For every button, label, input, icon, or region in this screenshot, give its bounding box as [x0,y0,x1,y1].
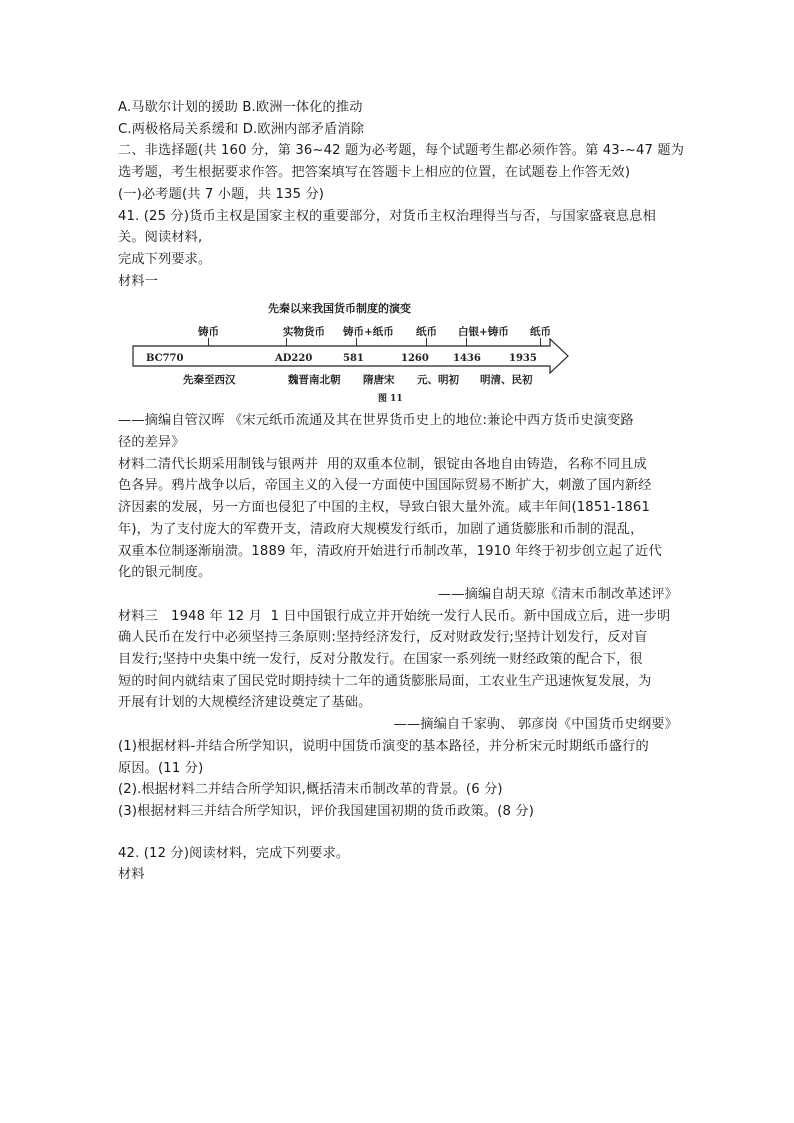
timeline-top-label: 铸币 [198,326,219,339]
section-instructions: 选考题，考生根据要求作答。把答案填写在答题卡上相应的位置，在试题卷上作答无效) [118,165,631,181]
material-3-text: 确人民币在发行中必须坚持三条原则:坚持经济发行，反对财政发行;坚持计划发行，反对盲 [118,630,648,646]
timeline-year: 1260 [401,353,429,365]
section-heading: 二、非选择题(共 160 分，第 36~42 题为必考题，每个试题考生都必须作答。第 43-~47 题为 [118,143,685,159]
material-3-text: 材料三 1948 年 12 月 1 日中国银行成立并开始统一发行人民币。新中国成立后，进一步明 [118,608,671,624]
material-2-text: 化的银元制度。 [118,565,212,581]
option-ab: A.马歇尔计划的援助 B.欧洲一体化的推动 [118,100,363,115]
timeline-period: 明清、民初 [480,374,533,387]
timeline-period: 魏晋南北朝 [288,374,341,387]
material-3-source: ——摘编自千家驹、 郭彦岗《中国货币史纲要》 [393,717,678,733]
option-cd: C.两极格局关系缓和 D.欧洲内部矛盾消除 [118,121,365,137]
timeline-top-label: 铸币+纸币 [343,326,394,339]
exam-page [118,97,685,886]
question-41-instruction: 完成下列要求。 [118,251,212,267]
question-41-1-cont: 原因。(11 分) [118,760,204,776]
timeline-tick [356,338,357,346]
material-2-text: 济因素的发展，另一方面也侵犯了中国的主权，导致白银大量外流。咸丰年间(1851-1861 [118,500,650,516]
timeline-year: AD220 [275,353,313,365]
figure-caption: 图 11 [378,394,403,405]
question-42-stem: 42. (12 分)阅读材料，完成下列要求。 [118,845,350,861]
timeline-title: 先秦以来我国货币制度的演变 [268,302,411,316]
material-1-source: ——摘编自管汉晖 《宋元纸币流通及其在世界货币史上的地位:兼论中西方货币史演变路 [118,413,634,429]
timeline-tick [426,338,427,346]
material-2-text: 材料二清代长期采用制钱与银两并 用的双重本位制，银锭由各地自由铸造，名称不同且成 [118,456,647,472]
timeline-top-label: 白银+铸币 [458,326,509,339]
timeline-top-label: 纸币 [530,326,551,339]
question-41-stem-cont: 关。阅读材料, [118,230,203,246]
currency-timeline-figure [118,300,678,406]
timeline-tick [286,338,287,346]
question-41-3: (3)根据材料三并结合所学知识，评价我国建国初期的货币政策。(8 分) [118,803,535,819]
material-2-source: ——摘编自胡天琼《清末币制改革述评》 [437,586,678,602]
timeline-year: 1935 [509,353,537,365]
timeline-period: 先秦至西汉 [183,374,236,387]
material-2-text: 年)，为了支付庞大的军费开支，清政府大规模发行纸币，加剧了通货膨胀和币制的混乱， [118,521,644,537]
material-1-label: 材料一 [118,273,159,289]
question-41-stem: 41. (25 分)货币主权是国家主权的重要部分，对货币主权治理得当与否，与国家盛衰息息相 [118,208,656,224]
timeline-top-label: 实物货币 [283,326,325,339]
timeline-year: 1436 [453,353,481,365]
timeline-year: BC770 [146,353,184,365]
timeline-top-label: 纸币 [416,326,437,339]
timeline-period: 元、明初 [417,374,459,387]
timeline-tick [208,338,209,346]
material-3-text: 开展有计划的大规模经济建设奠定了基础。 [118,695,372,711]
material-2-text: 双重本位制逐渐崩溃。1889 年，清政府开始进行币制改革，1910 年终于初步创立起了近代 [118,543,662,559]
question-42-material-label: 材料 [118,867,145,883]
material-3-text: 短的时间内就结束了国民党时期持续十二年的通货膨胀局面，工农业生产迅速恢复发展，为 [118,673,652,689]
question-41-2: (2).根据材料二并结合所学知识,概括清末币制改革的背景。(6 分) [118,782,503,798]
question-41-1: (1)根据材料-并结合所学知识，说明中国货币演变的基本路径，并分析宋元时期纸币盛行的 [118,738,649,754]
material-3-text: 目发行;坚持中央集中统一发行，反对分散发行。在国家一系列统一财经政策的配合下，很 [118,652,643,668]
subsection-heading: (一)必考题(共 7 小题，共 135 分) [118,186,325,202]
material-1-source-cont: 径的差异》 [118,435,185,451]
timeline-period: 隋唐宋 [363,374,395,387]
material-2-text: 色各异。鸦片战争以后，帝国主义的入侵一方面使中国国际贸易不断扩大，刺激了国内新经 [118,478,652,494]
spacer [118,823,678,843]
timeline-year: 581 [343,353,364,365]
timeline-tick [540,338,541,346]
timeline-tick [466,338,467,346]
